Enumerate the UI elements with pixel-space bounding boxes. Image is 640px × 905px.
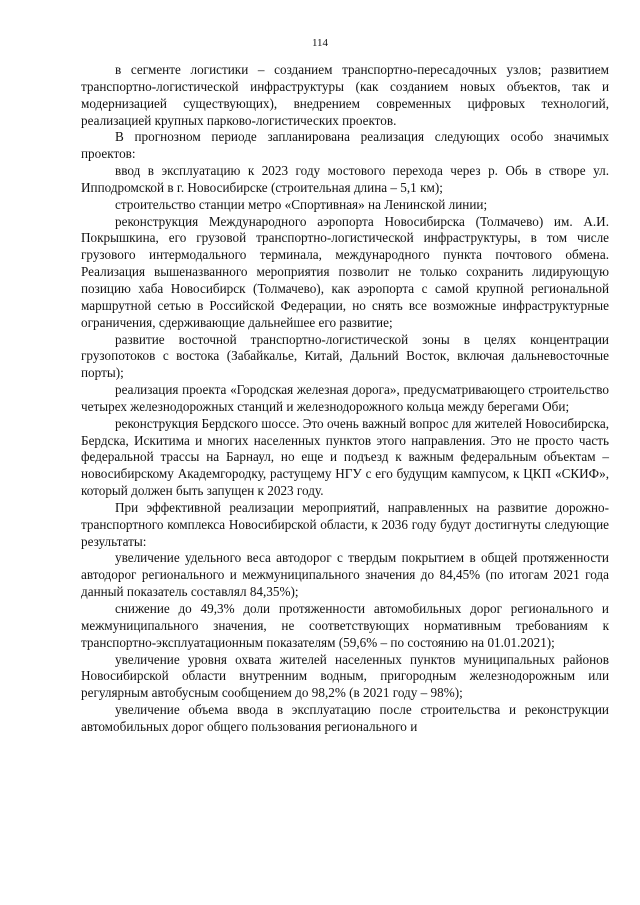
paragraph: снижение до 49,3% доли протяженности автомобильных дорог регионального и межмуниципального значения, не соответствующих нормативным требованиям к транспортно-эксплуатационным показателям (59,6% – по состоянию на 01.01.2021); — [81, 601, 609, 650]
paragraph: развитие восточной транспортно-логистической зоны в целях концентрации грузопотоков с востока (Забайкалье, Китай, Дальний Восток, включая дальневосточные порты); — [81, 331, 609, 381]
paragraph: реализация проекта «Городская железная дорога», предусматривающего строительство четырех железнодорожных станций и железнодорожного кольца между берегами Оби; — [81, 382, 609, 414]
paragraph: реконструкция Международного аэропорта Новосибирска (Толмачево) им. А.И. Покрышкина, его грузовой транспортно-логистической инфраструктуры, в том числе грузового интермодального терминала, международного пункта почтового обмена. Реализация вышеназванного мероприятия позволит не только сохранить лидирующую позицию хаба Новосибирск (Толмачево), как аэропорта с самой крупной региональной маршрутной сетью в Российской Федерации, но снять все возможные инфраструктурные ограничения, сдерживающие дальнейшее его развитие; — [81, 213, 609, 330]
body-text — [81, 62, 609, 736]
paragraph: В прогнозном периоде запланирована реализация следующих особо значимых проектов: — [81, 129, 609, 162]
paragraph: строительство станции метро «Спортивная» на Ленинской линии; — [115, 196, 488, 212]
paragraph: реконструкция Бердского шоссе. Это очень важный вопрос для жителей Новосибирска, Бердска, Искитима и многих населенных пунктов этого направления. Это не просто часть федеральной трассы на Барнаул, но еще и подъезд к важным федеральным объектам – новосибирскому Академгородку, растущему НГУ с его будущим кампусом, к ЦКП «СКИФ», который должен быть запущен к 2023 году. — [81, 415, 609, 499]
paragraph: При эффективной реализации мероприятий, направленных на развитие дорожно-транспортного комплекса Новосибирской области, к 2036 году будут достигнуты следующие результаты: — [81, 499, 609, 549]
paragraph: увеличение уровня охвата жителей населенных пунктов муниципальных районов Новосибирской области внутренним водным, пригородным железнодорожным или регулярным автобусным сообщением до 98,2% (в 2021 году – 98%); — [81, 651, 609, 701]
paragraph: увеличение объема ввода в эксплуатацию после строительства и реконструкции автомобильных дорог общего пользования регионального и — [81, 702, 609, 734]
page-number: 114 — [311, 37, 329, 49]
paragraph: в сегменте логистики – созданием транспортно-пересадочных узлов; развитием транспортно-логистической инфраструктуры (как созданием новых объектов, так и модернизацией существующих), внедрением современных цифровых технологий, реализацией крупных парково-логистических проектов. — [81, 62, 609, 128]
paragraph: ввод в эксплуатацию к 2023 году мостового перехода через р. Обь в створе ул. Ипподромской в г. Новосибирске (строительная длина – 5,1 км); — [81, 163, 609, 195]
paragraph: увеличение удельного веса автодорог с твердым покрытием в общей протяженности автодорог регионального и межмуниципального значения до 84,45% (по итогам 2021 года данный показатель составлял 84,35%); — [81, 550, 609, 600]
